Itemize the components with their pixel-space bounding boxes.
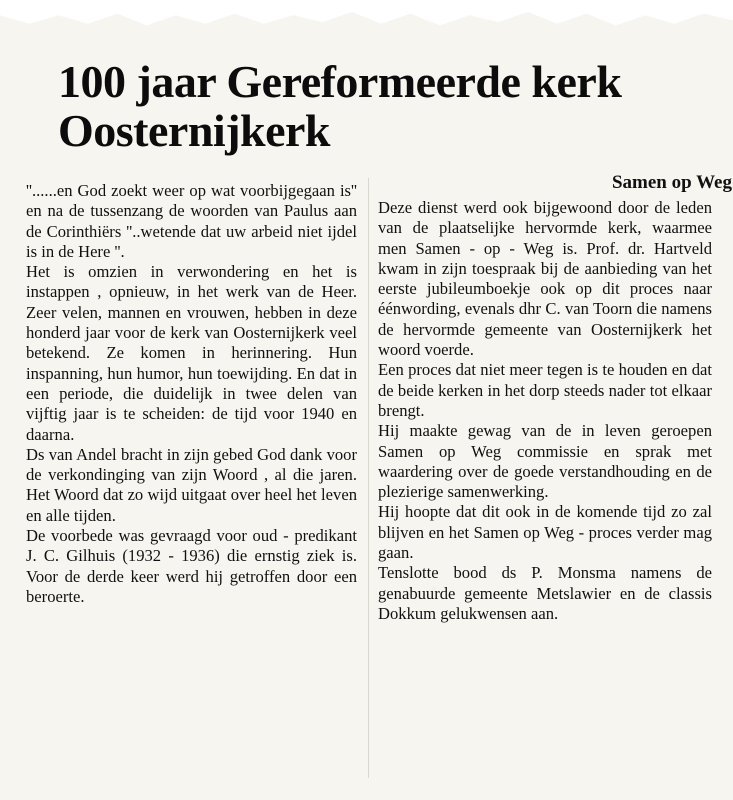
article-title: 100 jaar Gereformeerde kerk Oosternijkerk (58, 55, 622, 156)
left-column (26, 181, 357, 607)
paragraph: Een proces dat niet meer tegen is te houden en dat de beide kerken in het dorp steeds nader tot elkaar brengt. (378, 360, 712, 420)
paragraph: Hij maakte gewag van de in leven geroepen Samen op Weg commissie en sprak met waardering over de goede verstandhouding en de plezierige samenwerking. (378, 421, 712, 502)
paragraph: Ds van Andel bracht in zijn gebed God dank voor de verkondinging van zijn Woord , al die jaren. Het Woord dat zo wijd uitgaat over heel het leven en alle tijden. (26, 444, 357, 525)
paragraph: Tenslotte bood ds P. Monsma namens de genabuurde gemeente Metslawier en de classis Dokkum gelukwensen aan. (378, 563, 712, 623)
torn-edge (0, 0, 733, 34)
paragraph: De voorbede was gevraagd voor oud - predikant J. C. Gilhuis (1932 - 1936) die ernstig ziek is. Voor de derde keer werd hij getroffen door een beroerte. (26, 526, 357, 606)
right-column (378, 198, 712, 624)
paragraph: Deze dienst werd ook bijgewoond door de leden van de plaatselijke hervormde kerk, waarmee men Samen - op - Weg is. Prof. dr. Hartveld kwam in zijn toespraak bij de aanbieding van het eerste jubileumboekje ook op dit proces naar éénwording, evenals dhr C. van Toorn die namens de hervormde gemeente van Oosternijkerk het woord voerde. (378, 198, 712, 360)
article-subheading: Samen op Weg (611, 172, 732, 193)
paragraph: Het is omzien in verwondering en het is instappen , opnieuw, in het werk van de Heer. Zeer velen, mannen en vrouwen, hebben in deze honderd jaar voor de kerk van Oosternijkerk veel betekend. Ze komen in herinnering. Hun inspanning, hun humor, hun toewijding. En dat in een periode, die duidelijk in twee delen van vijftig jaar is te scheiden: de tijd voor 1940 en daarna. (26, 262, 357, 444)
paragraph: Hij hoopte dat dit ook in de komende tijd zo zal blijven en het Samen op Weg - proces verder mag gaan. (378, 502, 712, 563)
column-divider (368, 178, 369, 778)
paragraph: ''......en God zoekt weer op wat voorbijgegaan is'' en na de tussenzang de woorden van Paulus aan de Corinthiërs ''..wetende dat uw arbeid niet ijdel is in de Here ''. (26, 181, 357, 261)
